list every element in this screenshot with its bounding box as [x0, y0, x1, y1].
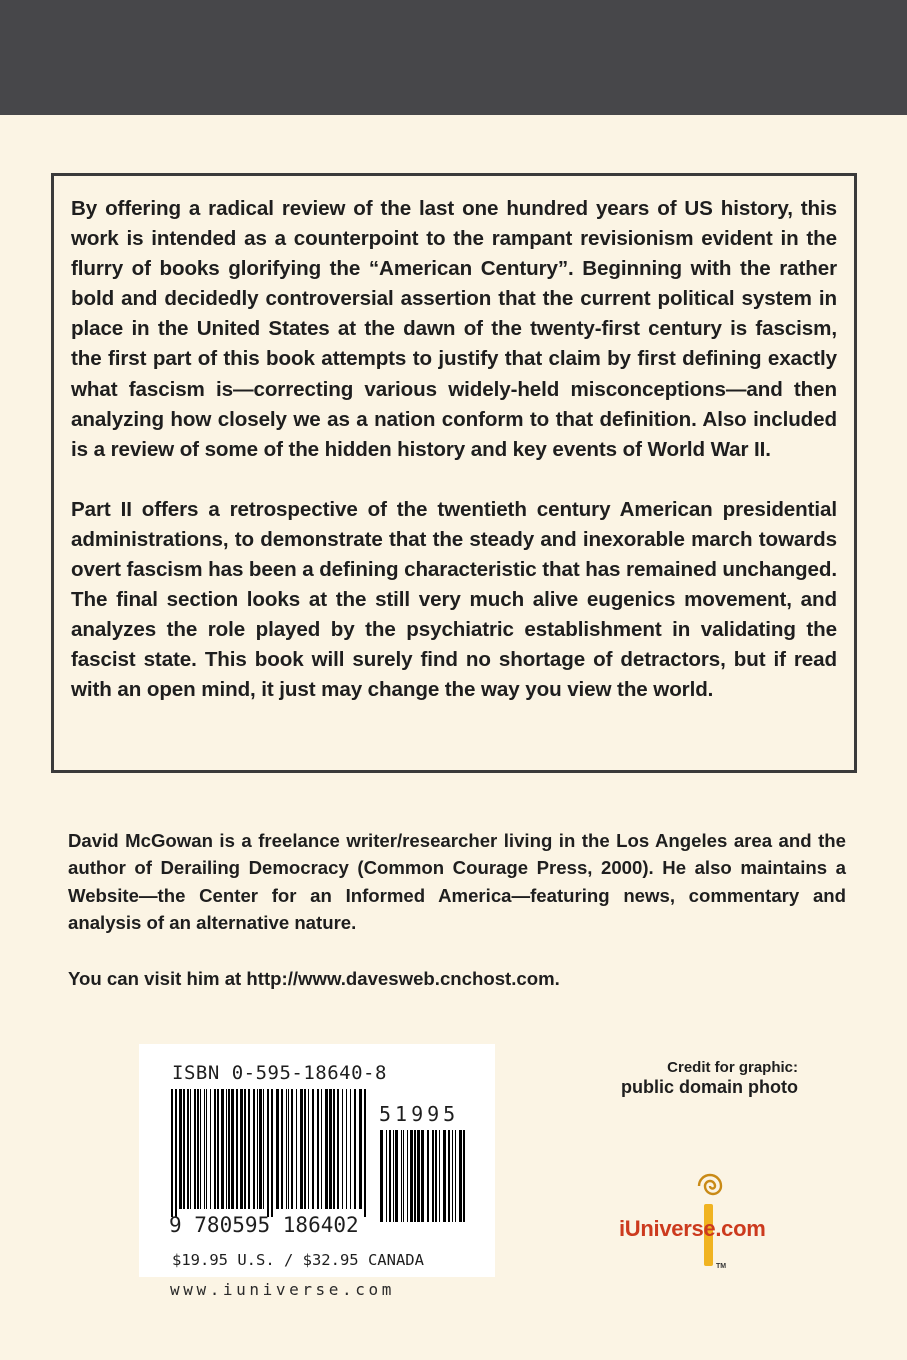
barcode-bar: [190, 1089, 191, 1209]
barcode-bar: [393, 1130, 394, 1222]
price-code: 51995: [379, 1102, 460, 1126]
publisher-website: www.iuniverse.com: [170, 1280, 395, 1299]
barcode-bar: [448, 1130, 450, 1222]
author-bio: David McGowan is a freelance writer/researcher living in the Los Angeles area and the author of Derailing Democracy (Common Courage Press, 2000). He also maintains a Website—the Center for an Informed America—featuring news, commentary and analysis of an alternative nature.: [68, 830, 846, 934]
barcode-bar: [354, 1089, 356, 1209]
barcode-bar: [206, 1089, 207, 1209]
barcode-bar: [296, 1089, 297, 1209]
barcode-bar: [214, 1089, 216, 1209]
ean-barcode: [171, 1089, 371, 1219]
barcode-bar: [308, 1089, 309, 1209]
author-website-line: You can visit him at http://www.davesweb.cnchost.com.: [68, 968, 560, 989]
blurb-box: [51, 173, 857, 773]
barcode-bar: [463, 1130, 465, 1222]
barcode-bar: [236, 1089, 238, 1209]
ean-digits: 9 780595 186402: [169, 1213, 359, 1237]
barcode-bar: [231, 1089, 234, 1209]
barcode-bar: [175, 1089, 177, 1217]
barcode-bar: [312, 1089, 314, 1209]
barcode-bar: [259, 1089, 262, 1209]
barcode-bar: [350, 1089, 351, 1209]
barcode-bar: [304, 1089, 306, 1209]
barcode-bar: [286, 1089, 287, 1209]
barcode-bar: [183, 1089, 185, 1209]
barcode-bar: [417, 1130, 420, 1222]
barcode-bar: [401, 1130, 402, 1222]
barcode-bar: [455, 1130, 456, 1222]
svg-text:TM: TM: [716, 1263, 727, 1270]
barcode-bar: [325, 1089, 328, 1209]
barcode-bar: [288, 1089, 289, 1209]
barcode-bar: [414, 1130, 416, 1222]
barcode-bar: [257, 1089, 258, 1209]
barcode-bar: [204, 1089, 205, 1209]
barcode-bar: [427, 1130, 429, 1222]
barcode-bar: [200, 1089, 201, 1209]
barcode-bar: [421, 1130, 424, 1222]
barcode-bar: [253, 1089, 255, 1209]
credit-label: Credit for graphic:: [667, 1059, 798, 1076]
barcode-bar: [271, 1089, 273, 1217]
barcode-bar: [267, 1089, 269, 1217]
barcode-panel: [139, 1044, 495, 1277]
barcode-bar: [443, 1130, 446, 1222]
top-band: [0, 0, 907, 115]
barcode-bar: [244, 1089, 246, 1209]
barcode-bar: [452, 1130, 453, 1222]
barcode-bar: [386, 1130, 387, 1222]
barcode-bar: [171, 1089, 173, 1217]
credit-value: public domain photo: [621, 1077, 798, 1097]
barcode-bar: [329, 1089, 332, 1209]
barcode-bar: [317, 1089, 319, 1209]
barcode-bar: [281, 1089, 283, 1209]
barcode-bar: [221, 1089, 224, 1209]
barcode-bar: [439, 1130, 440, 1222]
barcode-bar: [407, 1130, 408, 1222]
barcode-bar: [337, 1089, 339, 1209]
blurb-paragraph-1: By offering a radical review of the last one hundred years of US history, this work is intended as a counterpoint to the rampant revisionism evident in the flurry of books glorifying the “American Century”. Beginning with the rather bold and decidedly controversial assertion that the current political system in place in the United States at the dawn of the twenty-first century is fascism, the first part of this book attempts to justify that claim by first defining exactly what fascism is—correcting various widely-held misconceptions—and then analyzing how closely we as a nation conform to that definition. Also included is a review of some of the hidden history and key events of World War II.: [71, 197, 837, 461]
blurb-paragraph-2: Part II offers a retrospective of the twentieth century American presidential administrations, to demonstrate that the steady and inexorable march towards overt fascism has been a defining characteristic that has remained unchanged. The final section looks at the still very much alive eugenics movement, and analyzes the role played by the psychiatric establishment in validating the fascist state. This book will surely find no shortage of detractors, but if read with an open mind, it just may change the way you view the world.: [71, 497, 837, 702]
barcode-bar: [194, 1089, 196, 1209]
price-label: $19.95 U.S. / $32.95 CANADA: [172, 1251, 424, 1269]
barcode-bar: [321, 1089, 322, 1209]
barcode-bar: [228, 1089, 230, 1209]
barcode-bar: [197, 1089, 199, 1209]
barcode-bar: [276, 1089, 279, 1209]
publisher-logo-text: iUniverse.com: [619, 1216, 766, 1241]
barcode-bar: [459, 1130, 462, 1222]
barcode-bar: [410, 1130, 413, 1222]
barcode-bar: [432, 1130, 434, 1222]
barcode-bar: [210, 1089, 211, 1209]
barcode-bar: [187, 1089, 189, 1209]
price-barcode: [380, 1130, 470, 1234]
barcode-bar: [333, 1089, 335, 1209]
barcode-bar: [395, 1130, 398, 1222]
barcode-bar: [359, 1089, 362, 1209]
barcode-bar: [300, 1089, 303, 1209]
barcode-bar: [226, 1089, 227, 1209]
barcode-bar: [248, 1089, 250, 1209]
barcode-bar: [403, 1130, 404, 1222]
barcode-bar: [364, 1089, 366, 1217]
barcode-bar: [435, 1130, 437, 1222]
isbn-number: ISBN 0-595-18640-8: [172, 1062, 387, 1084]
barcode-bar: [342, 1089, 343, 1209]
barcode-bar: [263, 1089, 264, 1209]
barcode-bar: [179, 1089, 182, 1209]
barcode-bar: [291, 1089, 293, 1209]
barcode-bar: [217, 1089, 219, 1209]
barcode-bar: [380, 1130, 383, 1222]
barcode-bar: [389, 1130, 391, 1222]
barcode-bar: [346, 1089, 347, 1209]
barcode-bar: [240, 1089, 243, 1209]
